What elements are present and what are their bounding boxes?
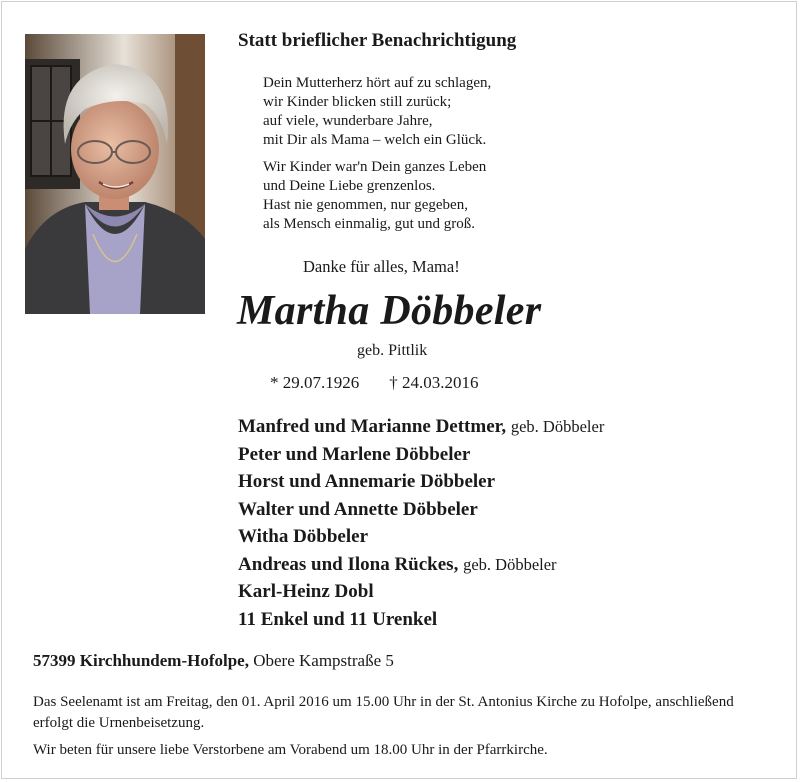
mourners-list	[238, 413, 604, 633]
poem-line: Hast nie genommen, nur gegeben,	[263, 197, 468, 213]
mourner-name: Witha Döbbeler	[238, 526, 369, 547]
poem-stanza-1	[263, 74, 491, 150]
mourner-suffix: geb. Döbbeler	[463, 554, 557, 574]
mourner-suffix: geb. Döbbeler	[510, 417, 605, 436]
list-item	[238, 578, 604, 606]
poem-line: und Deine Liebe grenzenlos.	[263, 178, 436, 194]
list-item	[238, 496, 604, 524]
poem-stanza-2	[263, 158, 491, 234]
poem-line: Wir Kinder war'n Dein ganzes Leben	[263, 159, 487, 175]
poem-line: als Mensch einmalig, gut und groß.	[263, 216, 476, 232]
poem-line: auf viele, wunderbare Jahre,	[263, 113, 433, 129]
mourner-name: 11 Enkel und 11 Urenkel	[238, 608, 438, 630]
list-item	[238, 413, 604, 441]
list-item	[238, 551, 604, 579]
family-address	[33, 651, 394, 671]
address-city: 57399 Kirchhundem-Hofolpe,	[33, 651, 249, 670]
list-item	[238, 606, 604, 634]
address-street: Obere Kampstraße 5	[253, 651, 394, 670]
mourner-name: Karl-Heinz Dobl	[238, 581, 374, 602]
poem-line: wir Kinder blicken still zurück;	[263, 94, 452, 110]
memorial-poem	[263, 74, 491, 234]
service-line: Das Seelenamt ist am Freitag, den 01. April 2016 um 15.00 Uhr in der St. Antonius Kirche zu Hofolpe, anschließend erfolgt die Urnenbeisetzung.	[33, 694, 734, 731]
notice-heading: Statt brieflicher Benachrichtigung	[238, 30, 517, 51]
mourner-name: Peter und Marlene Döbbeler	[238, 443, 471, 465]
death-date: † 24.03.2016	[389, 373, 479, 392]
list-item	[238, 468, 604, 496]
mourner-name: Horst und Annemarie Döbbeler	[238, 471, 496, 492]
life-dates	[270, 373, 479, 393]
poem-line: mit Dir als Mama – welch ein Glück.	[263, 132, 487, 148]
mourner-name: Walter und Annette Döbbeler	[238, 498, 478, 520]
mourner-name: Andreas und Ilona Rückes,	[238, 553, 459, 575]
list-item	[238, 523, 604, 551]
deceased-name: Martha Döbbeler	[237, 288, 542, 334]
list-item	[238, 441, 604, 469]
service-notice	[33, 692, 773, 761]
service-line: Wir beten für unsere liebe Verstorbene am Vorabend um 18.00 Uhr in der Pfarrkirche.	[33, 742, 548, 758]
mourner-name: Manfred und Marianne Dettmer,	[238, 416, 507, 437]
birth-date: * 29.07.1926	[270, 373, 360, 392]
poem-line: Dein Mutterherz hört auf zu schlagen,	[263, 75, 492, 91]
maiden-name: geb. Pittlik	[357, 342, 428, 359]
thanks-line: Danke für alles, Mama!	[303, 257, 460, 276]
portrait-photo	[25, 34, 205, 314]
